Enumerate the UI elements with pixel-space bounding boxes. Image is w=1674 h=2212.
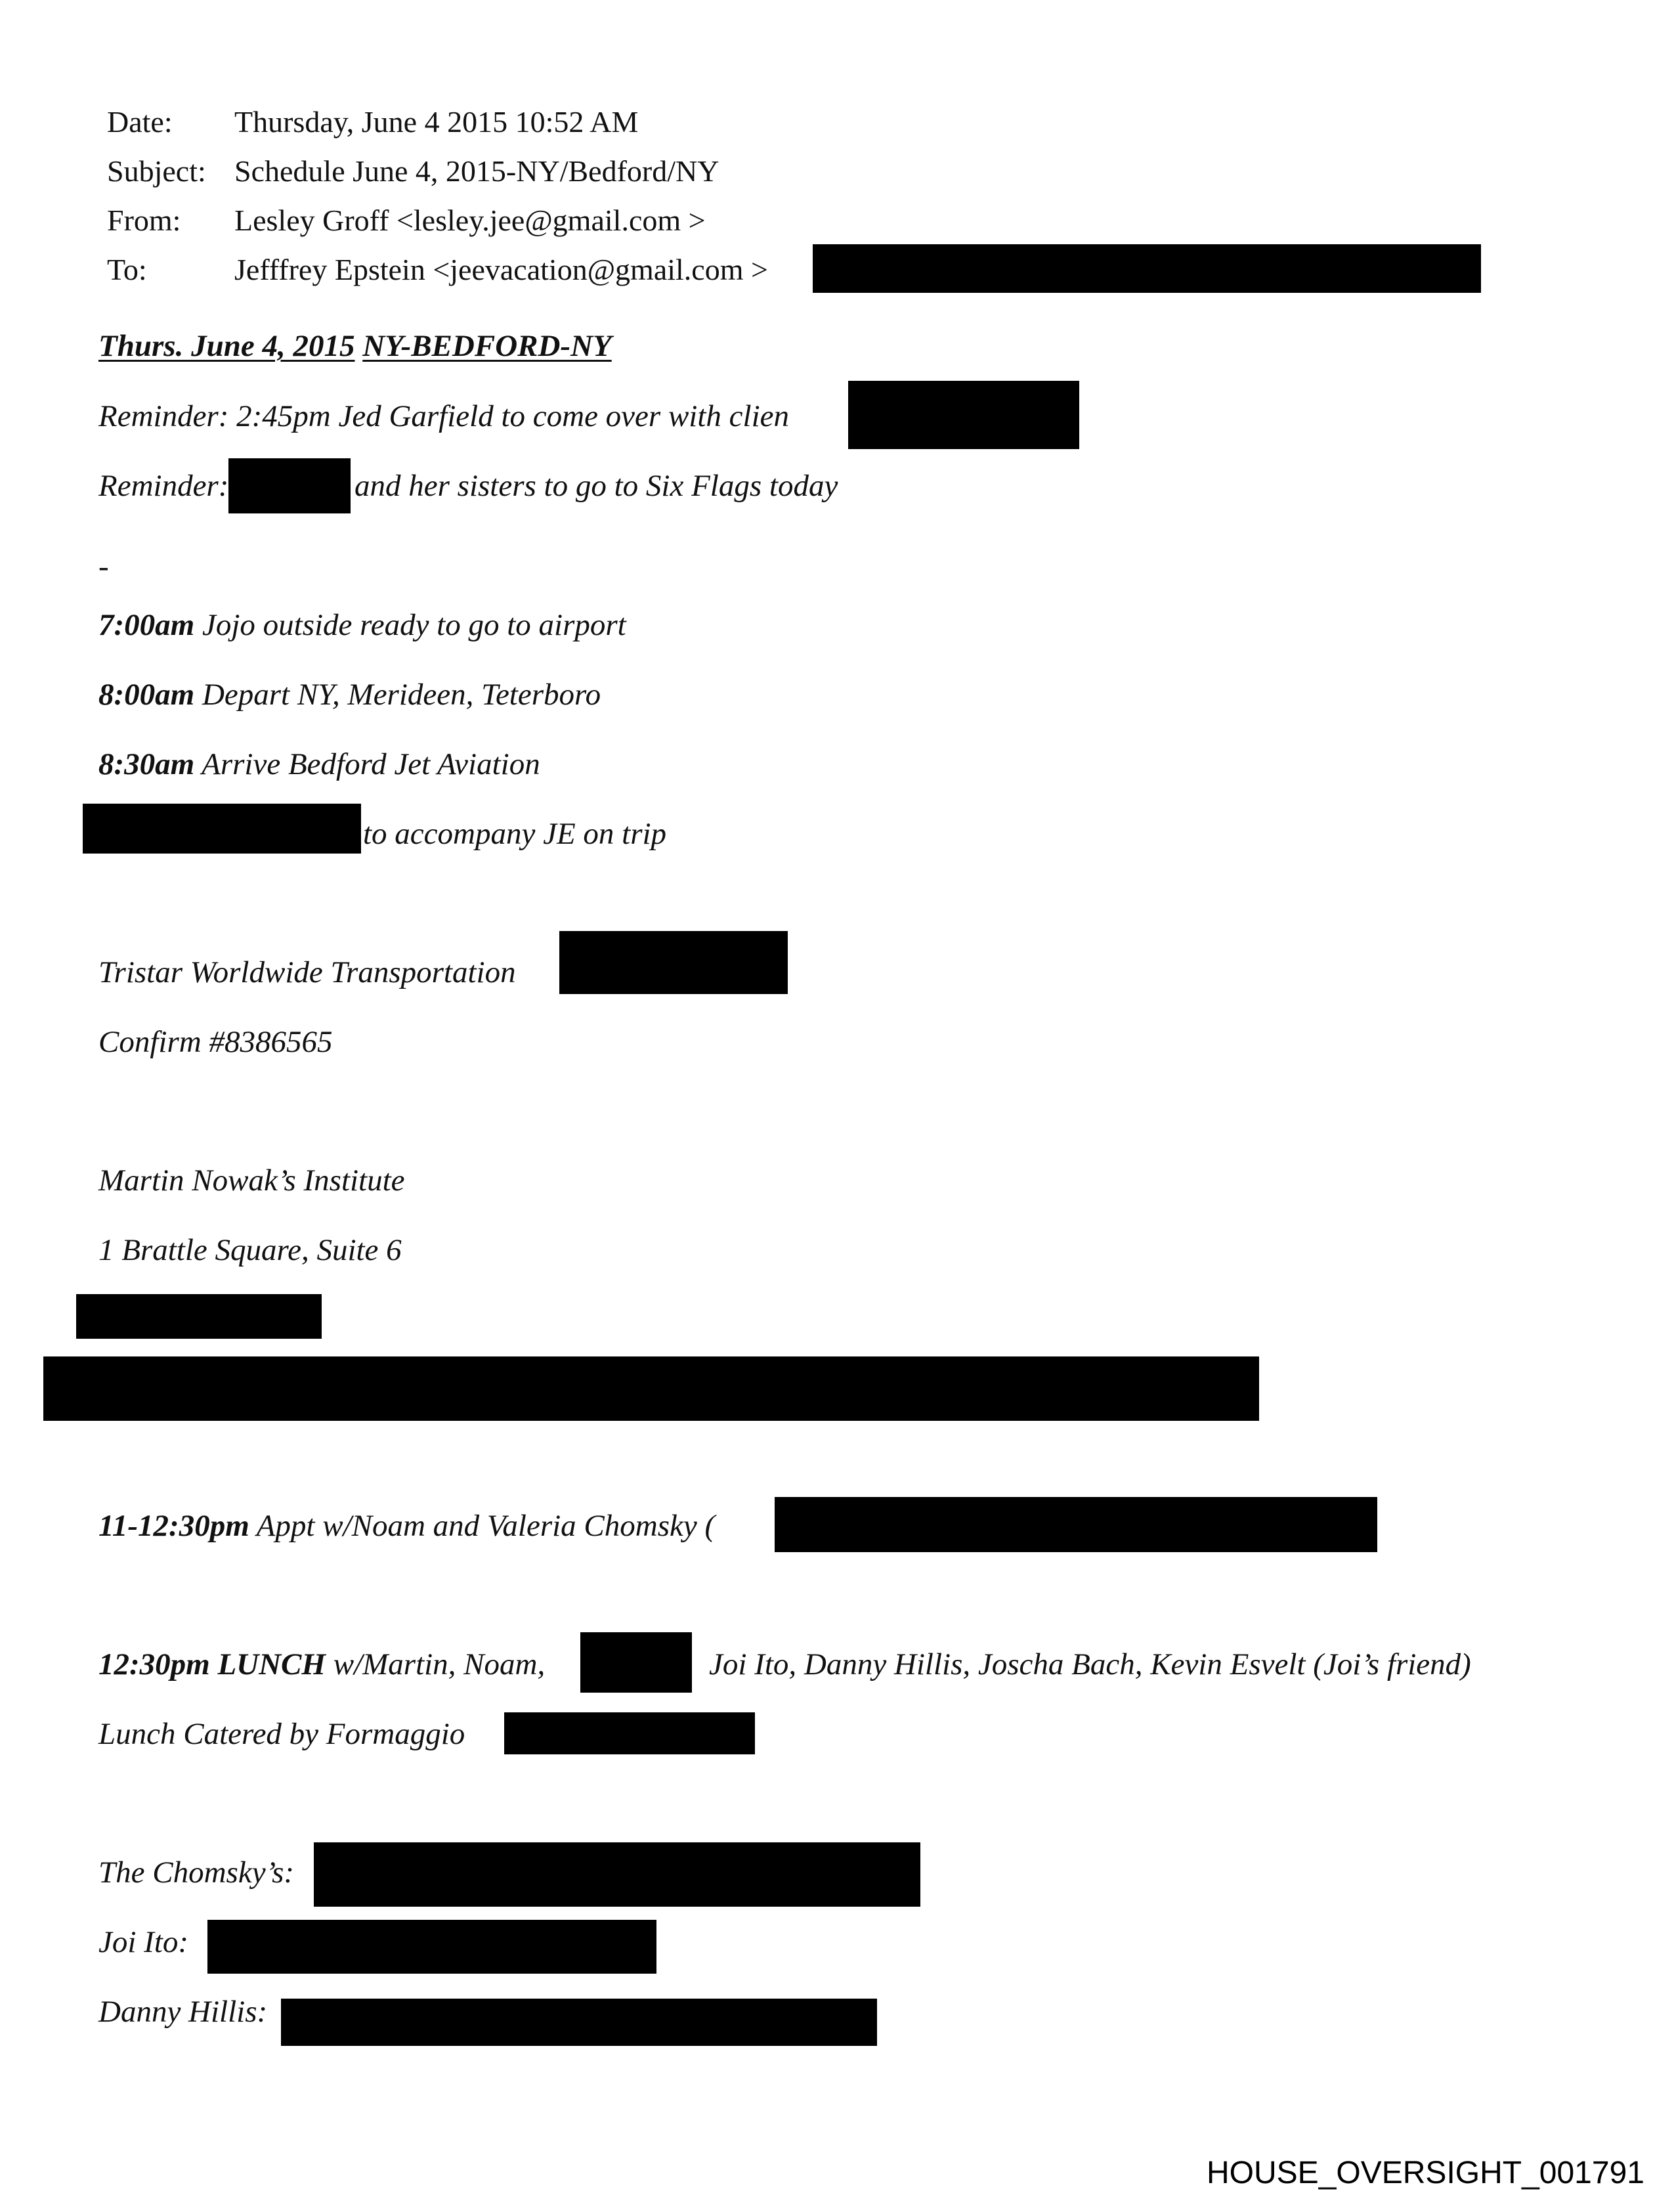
title-date: Thurs. June 4, 2015 [98, 329, 355, 363]
redaction-hillis-contact [281, 1999, 877, 2046]
from-value: Lesley Groff <lesley.jee@gmail.com > [234, 204, 706, 237]
lunch-guests: Joi Ito, Danny Hillis, Joscha Bach, Kevin Esvelt (Joi’s friend) [709, 1647, 1471, 1681]
item-text: Depart NY, Merideen, Teterboro [194, 678, 601, 712]
redaction-caterer-phone [504, 1712, 755, 1754]
item-text: Jojo outside ready to go to airport [194, 608, 626, 642]
redaction-lunch-guest [580, 1632, 692, 1693]
reminder-jed-garfield: Reminder: 2:45pm Jed Garfield to come over with clien [98, 399, 789, 433]
item-time: 8:30am [98, 747, 195, 781]
institute-address: 1 Brattle Square, Suite 6 [98, 1233, 402, 1267]
redaction-companion [83, 804, 361, 854]
appointment-chomsky [98, 1511, 715, 1542]
lunch-line [98, 1649, 545, 1680]
reminder-six-flags-prefix: Reminder: [98, 469, 229, 503]
title-route: NY-BEDFORD-NY [362, 329, 612, 363]
institute-name: Martin Nowak’s Institute [98, 1163, 405, 1198]
transport-company: Tristar Worldwide Transportation [98, 955, 516, 989]
redaction-client [848, 381, 1079, 449]
itinerary-item-arrive [98, 749, 540, 780]
appt-text: Appt w/Noam and Valeria Chomsky ( [249, 1509, 716, 1543]
redaction-chomsky-contact [314, 1842, 920, 1907]
redaction-appt-detail [775, 1497, 1377, 1552]
itinerary-item-depart [98, 680, 601, 710]
lunch-text: w/Martin, Noam, [325, 1647, 546, 1681]
subject-label: Subject: [107, 154, 206, 188]
appt-time: 11-12:30pm [98, 1509, 249, 1543]
redaction-recipients [813, 244, 1481, 293]
contact-joi-ito: Joi Ito: [98, 1925, 189, 1959]
redaction-joi-contact [207, 1920, 656, 1974]
contact-danny-hillis: Danny Hillis: [98, 1995, 268, 2029]
item-text: Arrive Bedford Jet Aviation [194, 747, 540, 781]
lunch-time: 12:30pm LUNCH [98, 1647, 326, 1681]
reminder-six-flags-text: and her sisters to go to Six Flags today [354, 469, 838, 503]
lunch-catered: Lunch Catered by Formaggio [98, 1717, 465, 1751]
schedule-title [98, 331, 612, 362]
date-label: Date: [107, 105, 173, 139]
date-value: Thursday, June 4 2015 10:52 AM [234, 105, 639, 139]
accompany-text: to accompany JE on trip [363, 817, 667, 851]
to-value: Jefffrey Epstein <jeevacation@gmail.com > [234, 253, 768, 286]
redaction-transport-phone [559, 931, 788, 994]
from-label: From: [107, 204, 181, 237]
redaction-name [228, 458, 351, 513]
dash: - [98, 550, 109, 584]
item-time: 7:00am [98, 608, 195, 642]
redaction-block [43, 1356, 1259, 1421]
itinerary-item-jojo [98, 610, 626, 641]
contact-chomsky: The Chomsky’s: [98, 1855, 295, 1890]
bates-number: HOUSE_OVERSIGHT_001791 [1207, 2156, 1644, 2190]
item-time: 8:00am [98, 678, 195, 712]
to-label: To: [107, 253, 147, 286]
redaction-address-line [76, 1294, 322, 1339]
subject-value: Schedule June 4, 2015-NY/Bedford/NY [234, 154, 719, 188]
confirm-number: Confirm #8386565 [98, 1025, 333, 1059]
